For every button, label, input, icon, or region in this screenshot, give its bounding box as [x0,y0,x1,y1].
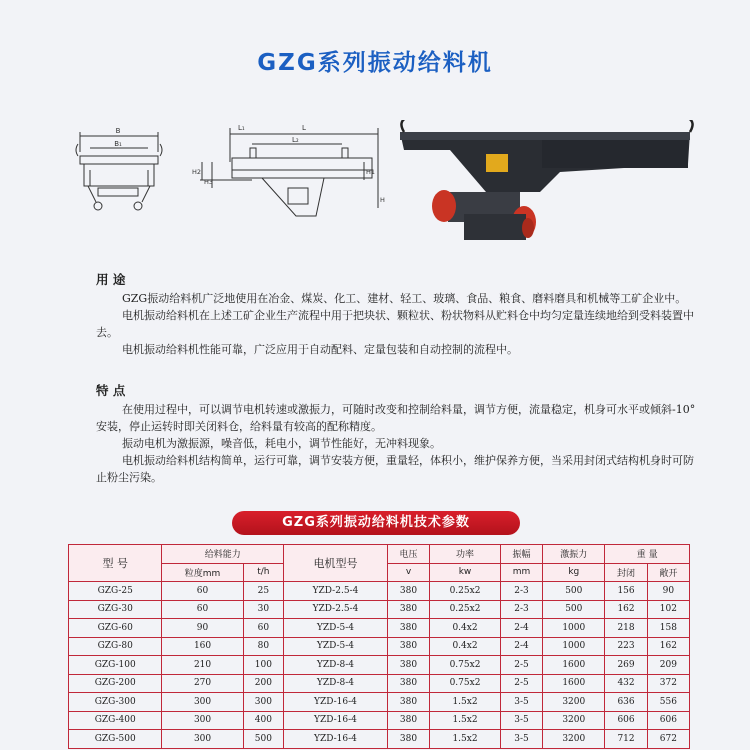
table-cell: 606 [647,711,689,730]
table-cell: 60 [162,582,243,601]
table-cell: 672 [647,730,689,749]
table-cell: 2-3 [500,582,542,601]
label-l2: L₂ [292,136,299,144]
table-cell: 0.25x2 [430,582,501,601]
table-cell: 400 [243,711,283,730]
table-cell: 102 [647,600,689,619]
header-exciting: 激振力 [543,545,605,564]
table-cell: 3-5 [500,693,542,712]
table-cell: 160 [162,637,243,656]
table-cell: 90 [162,619,243,638]
features-heading: 特 点 [96,383,126,398]
table-cell: 1.5x2 [430,711,501,730]
front-view-drawing [68,122,168,222]
table-row [69,656,690,675]
table-cell: 1.5x2 [430,730,501,749]
table-cell: 1600 [543,674,605,693]
usage-paragraph-1: GZG振动给料机广泛地使用在冶金、煤炭、化工、建材、轻工、玻璃、食品、粮食、磨料磨具和机械等工矿企业中。 [122,292,687,305]
table-row [69,582,690,601]
table-cell: 0.25x2 [430,600,501,619]
table-cell: 90 [647,582,689,601]
table-row [69,711,690,730]
table-cell: 269 [605,656,647,675]
table-cell: YZD-2.5-4 [284,582,388,601]
table-cell: GZG-300 [69,693,162,712]
table-cell: 0.75x2 [430,656,501,675]
label-b1: B₁ [114,140,122,148]
table-cell: 1.5x2 [430,693,501,712]
table-cell: 300 [162,693,243,712]
table-cell: 500 [543,600,605,619]
table-cell: 60 [162,600,243,619]
features-section [96,382,696,486]
table-cell: 3200 [543,711,605,730]
table-cell: 300 [162,730,243,749]
table-cell: 0.75x2 [430,674,501,693]
table-row [69,637,690,656]
usage-section [96,271,696,358]
table-cell: 380 [387,711,429,730]
table-cell: YZD-5-4 [284,637,388,656]
header-capacity: 给料能力 [162,545,284,564]
header-power: 功率 [430,545,501,564]
header-weight: 重 量 [605,545,690,564]
table-cell: 380 [387,693,429,712]
table-cell: 30 [243,600,283,619]
label-l1: L₁ [238,124,245,132]
table-cell: 500 [243,730,283,749]
table-cell: 162 [647,637,689,656]
table-row [69,619,690,638]
table-cell: 2-5 [500,674,542,693]
table-cell: GZG-100 [69,656,162,675]
header-model: 型 号 [69,545,162,582]
table-cell: YZD-16-4 [284,711,388,730]
table-cell: 432 [605,674,647,693]
table-row [69,730,690,749]
table-cell: 1000 [543,619,605,638]
table-cell: 158 [647,619,689,638]
table-cell: 3200 [543,730,605,749]
table-cell: 100 [243,656,283,675]
table-cell: 712 [605,730,647,749]
table-cell: 0.4x2 [430,637,501,656]
table-cell: 162 [605,600,647,619]
table-cell: 223 [605,637,647,656]
label-h3: H3 [204,178,214,186]
features-paragraph-3: 电机振动给料机结构简单，运行可靠，调节安装方便，重量轻，体积小，维护保养方便，当采用封闭式结构机身时可防止粉尘污染。 [96,454,694,484]
table-cell: 380 [387,730,429,749]
table-cell: 60 [243,619,283,638]
label-b: B [115,127,121,135]
label-h1: H1 [366,168,376,176]
header-exciting-unit: kg [543,563,605,582]
product-photo [390,120,710,260]
table-cell: 1600 [543,656,605,675]
header-voltage-unit: v [387,563,429,582]
table-cell: 210 [162,656,243,675]
table-cell: 2-3 [500,600,542,619]
table-cell: 270 [162,674,243,693]
parameters-table [68,544,690,749]
table-cell: GZG-500 [69,730,162,749]
table-cell: GZG-80 [69,637,162,656]
table-cell: YZD-5-4 [284,619,388,638]
header-tph: t/h [243,563,283,582]
table-banner: GZG系列振动给料机技术参数 [232,511,520,535]
table-cell: YZD-8-4 [284,656,388,675]
table-cell: YZD-16-4 [284,693,388,712]
header-closed: 封闭 [605,563,647,582]
table-cell: YZD-2.5-4 [284,600,388,619]
header-voltage: 电压 [387,545,429,564]
table-cell: 380 [387,674,429,693]
table-cell: GZG-25 [69,582,162,601]
table-cell: 300 [162,711,243,730]
table-cell: GZG-400 [69,711,162,730]
header-open: 敞开 [647,563,689,582]
table-cell: 380 [387,600,429,619]
header-amplitude: 振幅 [500,545,542,564]
table-cell: 636 [605,693,647,712]
table-body [69,582,690,749]
usage-paragraph-2: 电机振动给料机在上述工矿企业生产流程中用于把块状、颗粒状、粉状物料从贮料仓中均匀定量连续地给到受料装置中去。 [96,309,694,339]
table-cell: 25 [243,582,283,601]
header-amplitude-unit: mm [500,563,542,582]
table-cell: 2-5 [500,656,542,675]
label-l: L [302,124,306,132]
table-cell: 372 [647,674,689,693]
header-motor: 电机型号 [284,545,388,582]
header-power-unit: kw [430,563,501,582]
table-cell: 500 [543,582,605,601]
table-cell: 606 [605,711,647,730]
table-cell: GZG-30 [69,600,162,619]
table-cell: GZG-200 [69,674,162,693]
label-h2: H2 [192,168,202,176]
table-cell: 218 [605,619,647,638]
table-cell: 2-4 [500,619,542,638]
usage-heading: 用 途 [96,272,126,287]
table-cell: 200 [243,674,283,693]
features-paragraph-1: 在使用过程中，可以调节电机转速或激振力，可随时改变和控制给料量，调节方便，流量稳定，机身可水平或倾斜-10° 安装，停止运转时即关闭料仓，给料量有较高的配称精度。 [96,403,696,433]
table-row [69,674,690,693]
table-cell: 0.4x2 [430,619,501,638]
table-cell: 1000 [543,637,605,656]
table-cell: 556 [647,693,689,712]
header-granularity: 粒度mm [162,563,243,582]
table-row [69,600,690,619]
table-cell: 300 [243,693,283,712]
table-cell: YZD-8-4 [284,674,388,693]
table-cell: 380 [387,582,429,601]
label-h: H [380,196,385,204]
table-cell: 3-5 [500,711,542,730]
table-cell: YZD-16-4 [284,730,388,749]
table-cell: GZG-60 [69,619,162,638]
table-cell: 156 [605,582,647,601]
side-view-drawing [192,118,388,228]
table-cell: 3200 [543,693,605,712]
table-cell: 380 [387,656,429,675]
page-title: GZG系列振动给料机 [257,50,493,76]
table-cell: 3-5 [500,730,542,749]
table-cell: 80 [243,637,283,656]
table-cell: 380 [387,637,429,656]
table-cell: 209 [647,656,689,675]
table-cell: 2-4 [500,637,542,656]
usage-paragraph-3: 电机振动给料机性能可靠，广泛应用于自动配料、定量包装和自动控制的流程中。 [122,343,518,356]
features-paragraph-2: 振动电机为激振源，噪音低，耗电小，调节性能好，无冲料现象。 [122,437,441,450]
table-cell: 380 [387,619,429,638]
table-row [69,693,690,712]
